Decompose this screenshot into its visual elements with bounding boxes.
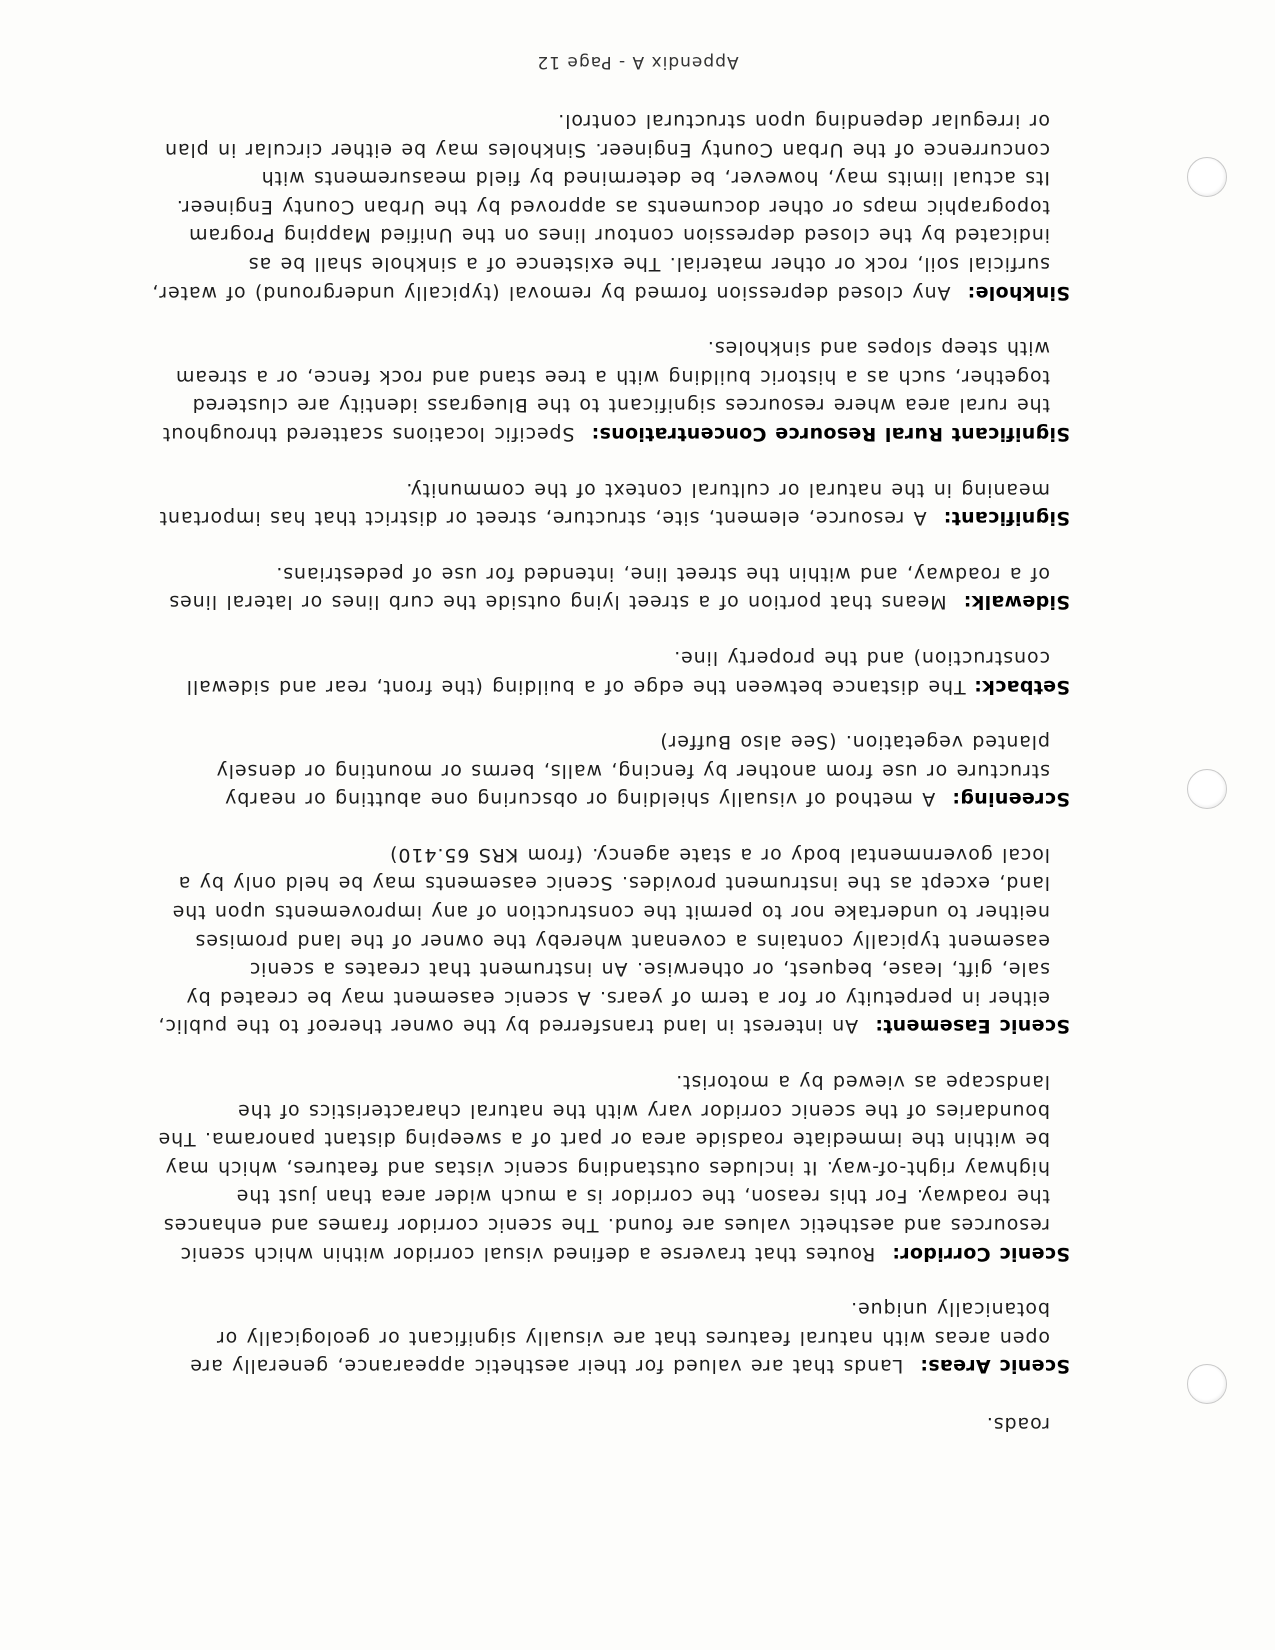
binder-hole-middle	[1187, 769, 1227, 809]
definition-term: Screening:	[952, 788, 1070, 811]
definition-text: An interest in land transferred by the owner thereof to the public, either in perpetuity or for a term of years. A scenic easement may be created by sale, gift, lease, bequest, or otherwise. An instrument that creates a scenic easement typically contains a covenant whereby the owner of the land promises neither to undertake nor to permit the construction of any improvements upon the land, except as the instrument provides. Scenic easements may be held only by a local governmental body or a state agency. (from KRS 65.410)	[157, 843, 1050, 1038]
definition-term: Scenic Corridor:	[892, 1242, 1070, 1265]
definition-text: A resource, element, site, structure, street or district that has important meaning in the natural or cultural context of the community.	[158, 478, 1050, 530]
definition-term: Setback:	[974, 675, 1070, 698]
definition-term: Scenic Areas:	[920, 1355, 1070, 1378]
definition-text: Specific locations scattered throughout the rural area where resources significant to the Bluegrass identity are clustered together, such as a historic building with a tree stand and rock fence, or a stream with steep slopes and sinkholes.	[162, 337, 1050, 445]
definition-setback	[150, 643, 1070, 700]
definition-screening	[150, 728, 1070, 814]
definition-scenic-easement	[150, 840, 1070, 1040]
definition-text: Routes that traverse a defined visual corridor within which scenic resources and aesthetic values are found. The scenic corridor frames and enhances the roadway. For this reason, the corridor is a much wider area than just the highway right-of-way. It includes outstanding scenic vistas and features, which may be within the immediate roadside area or part of a sweeping distant panorama. The boundaries of the scenic corridor vary with the natural characteristics of the landscape as viewed by a motorist.	[157, 1071, 1050, 1265]
definition-text: The distance between the edge of a building (the front, rear and sidewall construction) and the property line.	[185, 646, 1050, 698]
binder-hole-top	[1187, 1364, 1227, 1404]
definition-term: Sinkhole:	[967, 281, 1070, 304]
definition-text: Any closed depression formed by removal (typically underground) of water, surficial soil, rock or other material. The existence of a sinkhole shall be as indicated by the closed depression contour lines on the Unified Mapping Program topographic maps or other documents as approved by the Urban County Engineer. Its actual limits may, however, be determined by field measurements with concurrence of the Urban County Engineer. Sinkholes may be either circular in plan or irregular depending upon structural control.	[151, 110, 1050, 304]
definition-significant-rural-resource-concentrations	[150, 334, 1070, 448]
definition-term: Significant:	[943, 507, 1070, 530]
definition-text: Means that portion of a street lying outside the curb lines or lateral lines of a roadway, and within the street line, intended for use of pedestrians.	[168, 562, 1050, 614]
page-footer: Appendix A - Page 12	[536, 52, 739, 72]
definition-scenic-areas	[150, 1295, 1070, 1381]
definition-sinkhole	[150, 106, 1070, 306]
binder-hole-bottom	[1187, 157, 1227, 197]
definition-term: Sidewalk:	[963, 591, 1070, 614]
carryover-text: roads.	[985, 1413, 1050, 1435]
definition-significant	[150, 475, 1070, 532]
definition-text: A method of visually shielding or obscuring one abutting or nearby structure or use from another by fencing, walls, berms or mounting or densely planted vegetation. (See also Buffer)	[215, 731, 1050, 811]
definition-sidewalk	[150, 559, 1070, 616]
definition-term: Scenic Easement:	[875, 1015, 1070, 1038]
definitions-body	[150, 79, 1070, 1438]
definition-scenic-corridor	[150, 1067, 1070, 1267]
definition-text: Lands that are valued for their aesthetic appearance, generally are open areas with natural features that are visually significant or geologically or botanically unique.	[189, 1298, 1050, 1378]
definition-term: Significant Rural Resource Concentrations:	[591, 422, 1070, 445]
